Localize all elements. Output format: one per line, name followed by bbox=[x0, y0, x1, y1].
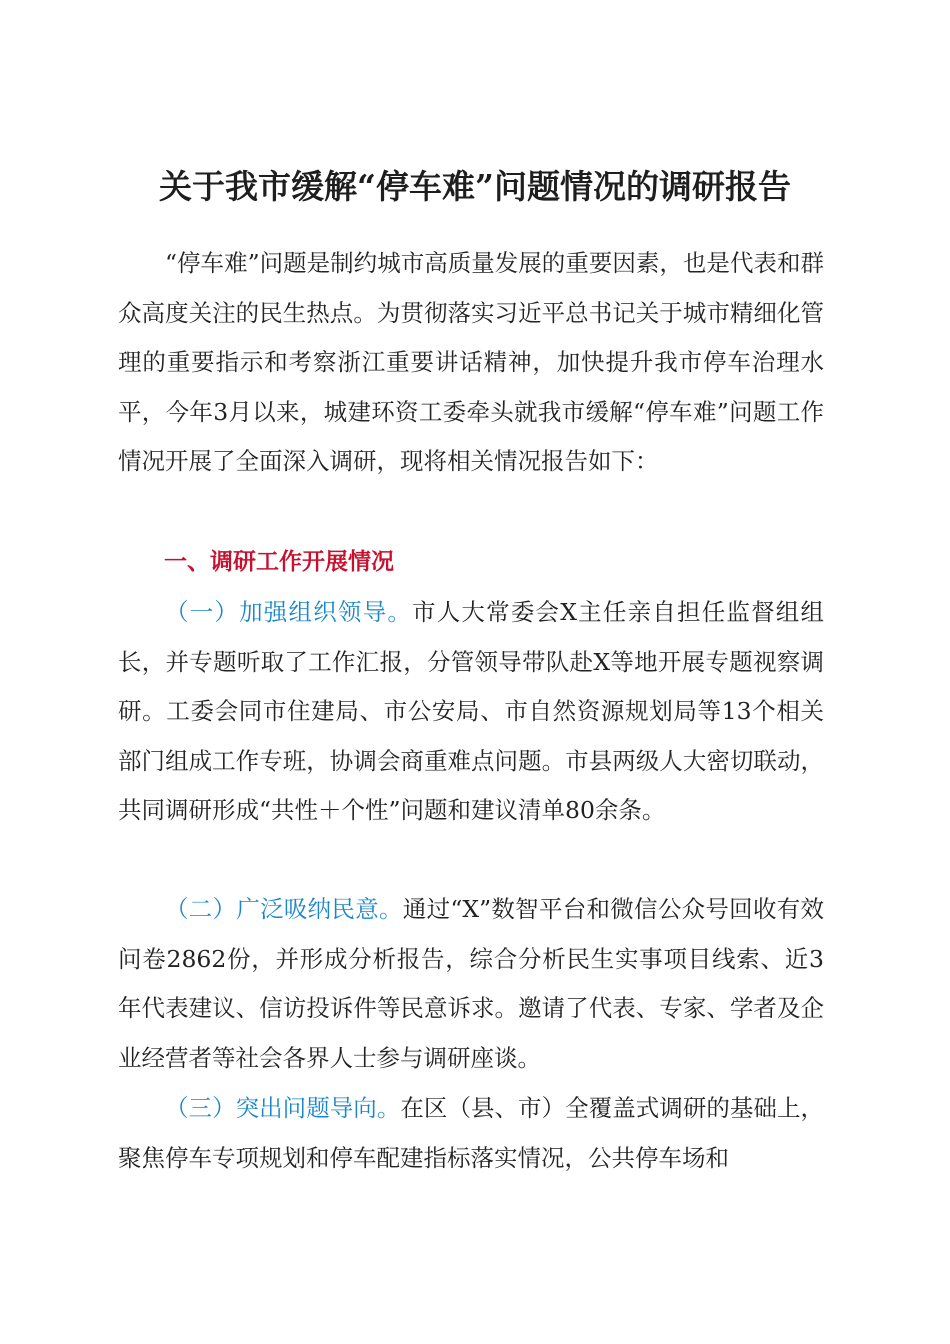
subsection-2-text: 通过“X”数智平台和微信公众号回收有效问卷2862份，并形成分析报告，综合分析民生实事项目线索、近3年代表建议、信访投诉件等民意诉求。邀请了代表、专家、学者及企业经营者等社会各界人士参与调研座谈。 bbox=[118, 895, 825, 1072]
subsection-2-paragraph bbox=[118, 885, 824, 1083]
intro-paragraph-block bbox=[118, 239, 824, 487]
subsection-1-paragraph bbox=[118, 588, 824, 836]
subsection-3-label: （三）突出问题导向。 bbox=[165, 1094, 401, 1122]
subsection-3-text: 在区（县、市）全覆盖式调研的基础上，聚焦停车专项规划和停车配建指标落实情况，公共停车场和 bbox=[118, 1094, 825, 1172]
subsection-1-text: 市人大常委会X主任亲自担任监督组组长，并专题听取了工作汇报，分管领导带队赴X等地开展专题视察调研。工委会同市住建局、市公安局、市自然资源规划局等13个相关部门组成工作专班，协调会商重难点问题。市县两级人大密切联动，共同调研形成“共性＋个性”问题和建议清单80余条。 bbox=[118, 598, 825, 824]
subsection-1-block bbox=[118, 588, 824, 836]
subsection-2-block bbox=[118, 885, 824, 1083]
subsection-3-paragraph bbox=[118, 1084, 824, 1183]
intro-paragraph: “停车难”问题是制约城市高质量发展的重要因素，也是代表和群众高度关注的民生热点。为贯彻落实习近平总书记关于城市精细化管理的重要指示和考察浙江重要讲话精神，加快提升我市停车治理水平，今年3月以来，城建环资工委牵头就我市缓解“停车难”问题工作情况开展了全面深入调研，现将相关情况报告如下： bbox=[118, 249, 824, 475]
section-heading-block bbox=[118, 538, 824, 588]
subsection-1-label: （一）加强组织领导。 bbox=[165, 598, 413, 626]
section-heading: 一、调研工作开展情况 bbox=[164, 549, 394, 575]
subsection-3-block bbox=[118, 1084, 824, 1183]
document-title: 关于我市缓解“停车难”问题情况的调研报告 bbox=[159, 167, 791, 206]
subsection-2-label: （二）广泛吸纳民意。 bbox=[165, 895, 403, 923]
